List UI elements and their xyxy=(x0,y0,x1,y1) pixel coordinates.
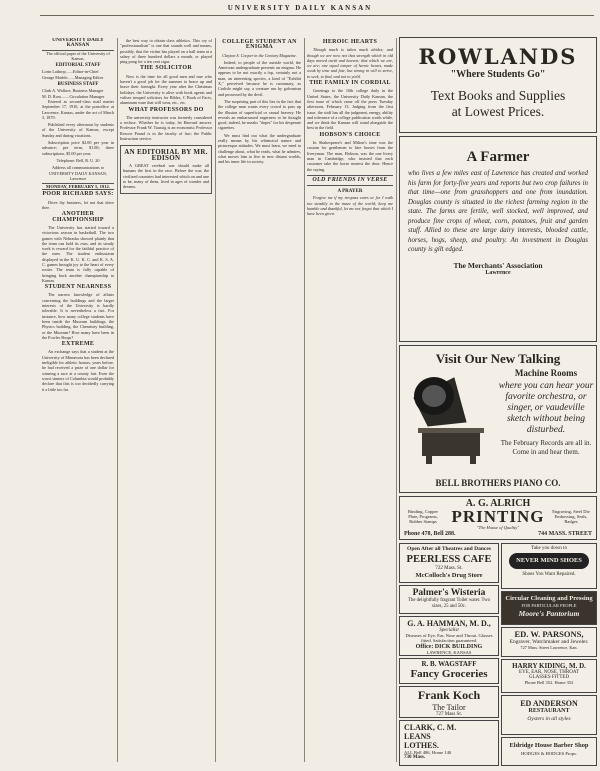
article-heading: THE SOLICITOR xyxy=(140,65,192,72)
rowlands-line: Text Books and Supplies xyxy=(430,88,566,103)
koch-ad xyxy=(399,686,499,718)
article-body: Greetings to the 10th college daily in the United States, the University Daily Kansan, the first issue of which came off the press Tuesday afternoon, February 13. Judging from the first issue, the staff has all the judgment, energy, ability and tolerance of a college publication worth while, and we think the Kansan will stand alongside the best in the field. xyxy=(307,88,393,131)
eldridge-name: Eldridge House Barber Shop xyxy=(509,742,589,749)
phonograph-leg xyxy=(470,456,476,464)
article-body: Indeed, to people of the outside world, the American undergraduate presents an enigma. He appears to be not exactly a fop, certainly not a man, an interesting species, a kind of "Exhibit X," perceived because he is customary, as Carlisle might say, a creature run by galvanism and possessed by the devil. xyxy=(218,59,301,97)
column-divider xyxy=(117,38,118,762)
peerless-top: Open After all Theatres and Dances xyxy=(407,546,491,552)
farmer-sponsor: The Merchants' Association xyxy=(453,260,543,270)
clark-name: CLARK, C. M. xyxy=(404,723,457,732)
column-divider xyxy=(215,38,216,762)
harry-ad xyxy=(501,659,597,693)
shoe-sub: Shoes You Want Repaired. xyxy=(522,572,576,577)
section-heading: OLD FRIENDS IN VERSE xyxy=(312,176,388,183)
phonograph-turntable xyxy=(418,428,484,433)
article-heading: POOR RICHARD SAYS: xyxy=(42,191,114,198)
palmers-title: Palmer's Wisteria xyxy=(412,588,486,598)
article-heading: WHAT PROFESSORS DO xyxy=(128,106,204,113)
anderson-oysters: Oysters in all styles xyxy=(527,716,571,722)
rowlands-tagline: "Where Students Go" xyxy=(450,69,546,80)
hamman-ad xyxy=(399,616,499,656)
hamman-office: Office: DICK BUILDING xyxy=(415,643,483,650)
wagstaff-name: R. B. WAGSTAFF xyxy=(421,660,477,668)
editorial-staff-heading: EDITORIAL STAFF xyxy=(55,63,101,69)
farmer-title: A Farmer xyxy=(466,149,530,165)
farmer-ad xyxy=(399,136,597,342)
article-body: Now is the time for all good men and true who haven't a good job for the summer to brace up and brave their fortnight. Every year after the Christmas holidays, the University is alive with book agents and valises trouped solicitors for Bibles, C Book of Facts, aluminum ware that will wear, etc., etc. xyxy=(120,73,212,106)
anderson-name: ED ANDERSON xyxy=(520,699,578,708)
poem-body: Forgive me if my trespass cares or for I walk too steadily in the maze of the world; keep me humble and thankful, let me not forget that which I have been given. xyxy=(307,195,393,217)
phonograph-illustration xyxy=(404,368,490,468)
clark-phone: ALL Bell 486, Home 140 xyxy=(404,750,452,755)
eldridge-props: HODGES & HODGES Props. xyxy=(521,751,577,756)
phonograph-horn-inner xyxy=(422,385,446,407)
pantorium-title: Circular Cleaning and Pressing xyxy=(505,595,593,602)
palmers-ad xyxy=(399,585,499,614)
column-divider xyxy=(304,38,305,762)
business-staff-line: Clark A. Wallace, Business Manager xyxy=(42,88,104,94)
eldridge-ad xyxy=(501,737,597,766)
alrich-address: 744 MASS. STREET xyxy=(538,531,592,537)
peerless-ad xyxy=(399,543,499,583)
peerless-address: 722 Mass. St. xyxy=(435,566,463,571)
editorial-box xyxy=(120,145,212,194)
talking-machine-records: The February Records are all in. Come in and hear them. xyxy=(500,439,592,456)
wagstaff-ad xyxy=(399,658,499,684)
talking-machine-title: Visit Our New Talking xyxy=(435,351,561,366)
article-body: We must find out what the undergraduate really means by his whimsical nature and picturesque attitudes. We must learn, we need to challenge about, what he reads, what he admires, what moves him to live in new distant worlds, and his inner life in society. xyxy=(218,132,301,165)
hamman-body: Diseases of Eye, Ear, Nose and Throat. Glasses fitted. Satisfaction guaranteed. xyxy=(405,633,493,644)
poem-heading: A PRAYER xyxy=(337,189,363,195)
pantorium-name: Moore's Pantorium xyxy=(518,609,580,618)
hamman-city: LAWRENCE, KANSAS xyxy=(426,649,472,655)
talking-machine-subtitle: Machine Rooms xyxy=(514,368,578,378)
anderson-restaurant: RESTAURANT xyxy=(528,708,570,714)
rowlands-title: ROWLANDS xyxy=(418,44,578,69)
pantorium-sub: FOR PARTICULAR PEOPLE xyxy=(521,603,577,608)
published-notice: Published every afternoon by students of the University of Kansas, except Sunday and during vacations. xyxy=(42,122,114,138)
hamman-specialty: Specialist xyxy=(439,628,459,633)
article-body: In Shakespeare's and Milton's time was the custom for gentlemen to hire horses from the liveryman. The man, Hobson, was the one livery man in Cambridge, who insisted that each customer take the horse nearest the door. Hence the saying. xyxy=(307,140,393,172)
harry-name: HARRY KIDING, M. D. xyxy=(512,662,586,670)
alrich-motto: "The House of Quality" xyxy=(476,525,520,530)
phonograph-cabinet xyxy=(422,432,480,456)
parsons-sub: Engraver, Watchmaker and Jeweler. xyxy=(509,639,589,645)
editorial-box-body: A GREAT cerebral war should make all humans the first in the race. Before the war, the civilized countries had interested which on and one to be, many of them, lived in ages of wonder and dreams. xyxy=(123,162,209,190)
masthead-rule xyxy=(40,15,594,16)
business-staff-heading: BUSINESS STAFF xyxy=(57,82,99,88)
talking-machine-ad xyxy=(399,345,597,493)
alrich-services-right: Engraving, Steel Die Embossing, Seals, Badges xyxy=(552,509,590,524)
parsons-address: 727 Mass. Street Lawrence, Kan. xyxy=(520,645,578,650)
section-banner xyxy=(307,175,393,186)
palmers-body: The delightfully fragrant Toilet water. Two sizes, 25 and 50c. xyxy=(407,598,490,609)
column-editorial xyxy=(42,38,114,766)
column-two xyxy=(120,38,212,766)
talking-machine-copy xyxy=(498,368,594,456)
editorial-box-heading: AN EDITORIAL BY MR. EDISON xyxy=(124,148,208,162)
clark-ad xyxy=(399,720,499,766)
editorial-staff-line: George Marble.......Managing Editor xyxy=(42,74,104,80)
masthead-title: UNIVERSITY DAILY KANSAN xyxy=(227,4,373,12)
koch-name: Frank Koch xyxy=(417,688,481,702)
talking-machine-body: where you can hear your favorite orchestra, or singer, or vaudeville sketch without being disturbed. xyxy=(498,381,594,435)
subscription-notice: Subscription price $2.00 per year in advance; per term, $1.00; three subscriptions, $5.00 per year. xyxy=(42,140,114,156)
address-notice: Address all communications to UNIVERSITY DAILY KANSAN, Lawrence xyxy=(48,165,107,181)
article-body: The University has started toward a victorious season in basketball. The two games with Nebraska showed plainly that the team can hold its own, and its steady work is reward for the faithful practice of the men. The student enthusiasm displayed in the K. U. K. C. and K. S. A. C. games brought joy to the heart of every rooter. The team is fully capable of bringing back another championship to Kansas. xyxy=(42,224,114,283)
shoe-name: NEVER MIND SHOES xyxy=(509,553,589,569)
nameplate: UNIVERSITY DAILY KANSAN xyxy=(42,38,114,51)
small-ads-right xyxy=(501,543,597,767)
bell-brothers-name: BELL BROTHERS PIANO CO. xyxy=(435,478,561,488)
article-body: Drive thy business, let not that drive thee. xyxy=(42,199,114,211)
byline: Clayton S. Cooper in the Century Magazine. xyxy=(222,52,297,58)
article-body: The university instructor was formerly considered a recluse. Whether he is today, let Harvard answer. Professor Frank W. Taussig is an economist; Professor Roscoe Pound is in the faculty of law; the Public Instruction service. xyxy=(120,114,212,142)
article-body: An exchange says that a student at the University of Minnesota has been declared ineligible for athletic honors, years before, he had received a prize of one dollar for winning a race at a county fair. Even the worst sinners of Columbia would probably declare that this is too decidedly carrying it a little too far. xyxy=(42,349,114,392)
clark-address: 730 Mass. xyxy=(404,755,426,760)
clark-low: LOTHES. xyxy=(404,741,439,750)
pantorium-ad xyxy=(501,591,597,625)
koch-address: 727 Mass St. xyxy=(436,712,462,717)
column-divider xyxy=(396,38,397,762)
editorial-staff-line: Lorin Lathrop.......Editor-in-Chief xyxy=(42,69,99,75)
alrich-phone: Phone 478, Bell 288. xyxy=(404,531,456,537)
parsons-ad xyxy=(501,627,597,657)
shoe-repair-ad xyxy=(501,543,597,589)
parsons-name: ED. W. PARSONS, xyxy=(514,629,584,639)
farmer-sponsor-city: Lawrence xyxy=(485,269,511,276)
article-heading: THE FAMILY IN CORDIAL xyxy=(309,80,391,87)
column-three xyxy=(218,38,301,766)
rowlands-ad xyxy=(399,37,597,133)
koch-tailor: The Tailor xyxy=(432,703,466,712)
article-heading: ANOTHER CHAMPIONSHIP xyxy=(52,211,104,223)
shoe-top: Take you down to xyxy=(531,546,567,551)
alrich-services-left: Binding, Copper Plate, Programs, Rubber Stamps xyxy=(408,509,438,524)
business-staff-line: M. D. Ross........Circulation Manager xyxy=(42,93,105,99)
dateline: MONDAY, FEBRUARY 5, 1912. xyxy=(42,183,114,190)
article-heading: HOBSON'S CHOICE xyxy=(319,131,381,138)
article-heading: HEROIC HEARTS xyxy=(322,39,378,45)
nameplate-subtitle: The official paper of the University of Kansas. xyxy=(46,50,110,61)
farmer-body: who lives a few miles east of Lawrence has created and worked his farm for forty-five years and reports but two crop failures in that time—one from grasshoppers and one from inundation. Douglas county is situated in the richest farming region in the state. The farms are fertile, well stocked, well improved, and produce fine crops of wheat, corn, potatoes, fruit and garden stuff. Allied to these are large dairy interests, blooded cattle, horses, hogs, sheep, and poultry. An investment in Douglas county is gilt edged. xyxy=(408,170,588,253)
article-heading: STUDENT NEARNESS xyxy=(44,284,112,291)
harry-phone: Phone Bell 352. Home 352 xyxy=(524,680,574,685)
alrich-ad xyxy=(399,496,597,540)
harry-sub: EYE, EAR, NOSE, THROAT xyxy=(519,670,579,675)
article-heading: EXTREME xyxy=(61,341,95,348)
article-body: the best way to obtain class athletics. This cry of "professionalism" is one that sounds well and means, possibly, that the victim has played on a ball team at a salary of three hundred dollars a month, or played ping pong for a ten cent cigar. xyxy=(120,38,212,65)
article-body: The surprising part of this lies in the fact that the college man wants every crowd to pass up the illusion of superficial or casual bravery. He reveals an embarrassed eagerness to be thought good, indeed, he sneaks "dopes" for his desperate cigarettes. xyxy=(218,98,301,131)
clark-mid: LEANS xyxy=(404,732,431,741)
telephone-notice: Telephone: Bell, R. U. 20 xyxy=(56,157,100,163)
article-body: The narrow knowledge of affairs concerning the buildings and the larger interests of the University is hardly tolerable. It is nevertheless a fact. For instance, how many college students have been inside the Museum buildings, the Physics building, the Chemistry building, or the Museum? How many have been in the Fowler Shops? xyxy=(42,292,114,340)
alrich-name: A. G. ALRICH xyxy=(465,498,531,509)
phonograph-leg xyxy=(426,456,432,464)
small-ads-left xyxy=(399,543,499,767)
mccullochs-name: McColloch's Drug Store xyxy=(415,572,483,579)
fancy-groceries: Fancy Groceries xyxy=(410,668,488,680)
entered-notice: Entered as second-class mail matter September 17, 1910, at the postoffice at Lawrence, Kansas, under the act of March 3, 1879. xyxy=(42,98,114,120)
column-four xyxy=(307,38,393,766)
hamman-name: G. A. HAMMAN, M. D., xyxy=(407,619,491,628)
harry-sub2: GLASSES FITTED xyxy=(528,675,570,680)
peerless-name: PEERLESS CAFE xyxy=(406,554,492,565)
article-heading: COLLEGE STUDENT AN ENIGMA xyxy=(222,39,297,51)
poem-body: Though much is taken much abides; and though we are now not that strength which in old days moved earth and heaven; that which we are, we are; one equal temper of heroic hearts, made weak by time and fate, but strong in will to strive, to seek, to find, and not to yield. xyxy=(307,47,393,79)
anderson-ad xyxy=(501,695,597,735)
rowlands-line: at Lowest Prices. xyxy=(451,104,545,119)
alrich-printing: PRINTING xyxy=(451,507,545,526)
